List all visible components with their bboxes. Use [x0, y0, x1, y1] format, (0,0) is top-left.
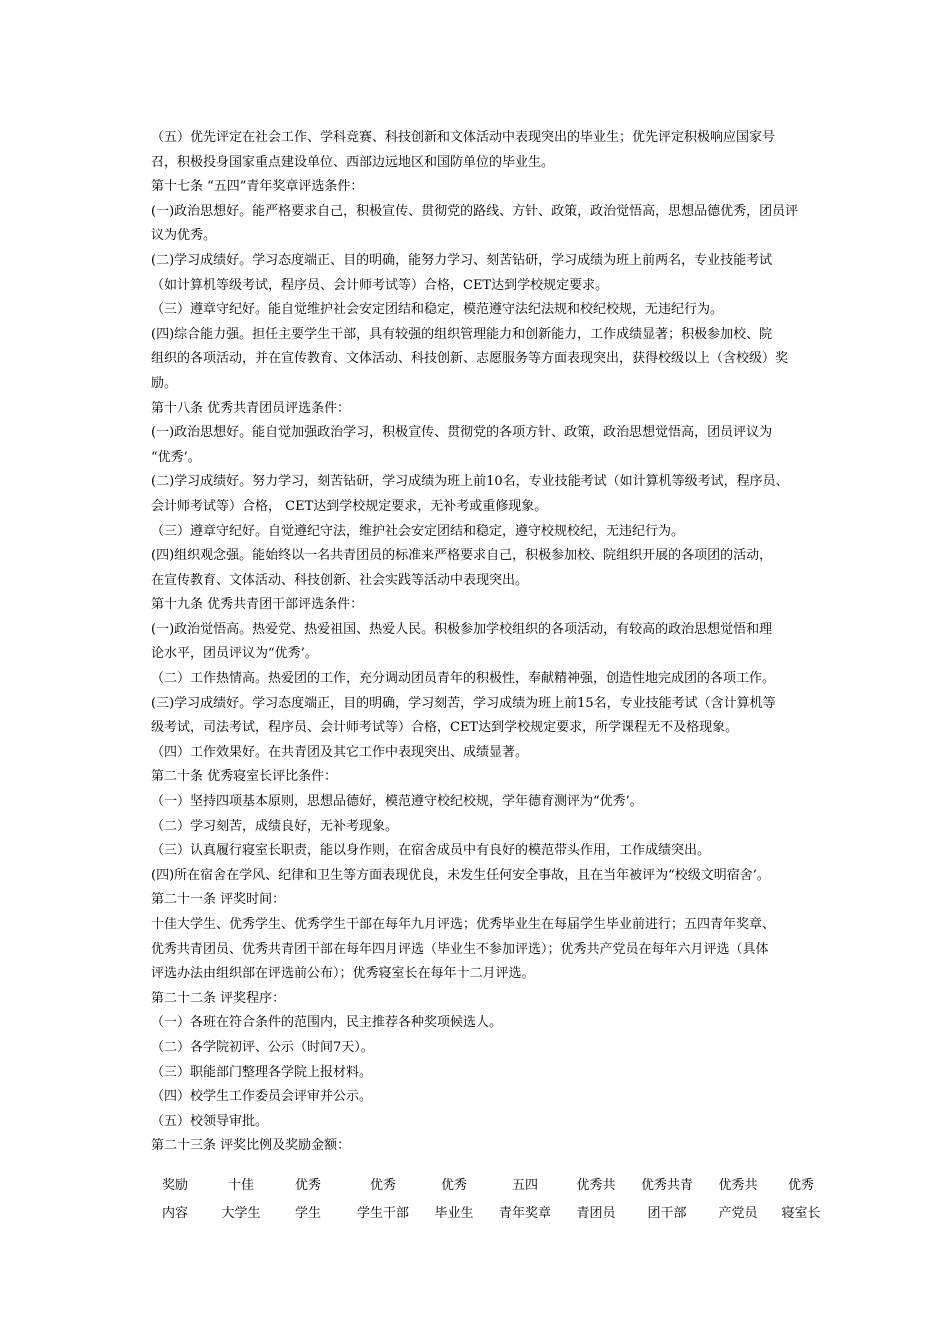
- text-line: (二)学习成绩好。努力学习，刻苦钻研，学习成绩为班上前10名，专业技能考试（如计算机等级考试，程序员、: [151, 474, 789, 490]
- text-line: （如计算机等级考试，程序员、会计师考试等）合格，CET达到学校规定要求。: [151, 277, 609, 293]
- table-header-cell: 学生干部: [356, 1206, 409, 1221]
- text-line: （一）各班在符合条件的范围内，民主推荐各种奖项候选人。: [151, 1015, 503, 1031]
- text-line: （三）认真履行寝室长职责，能以身作则，在宿舍成员中有良好的模范带头作用，工作成绩突出。: [151, 843, 711, 859]
- award-table-header: [151, 1170, 831, 1226]
- table-header-cell: 优秀: [787, 1178, 814, 1193]
- text-line: （二）学习刻苦，成绩良好，无补考现象。: [151, 818, 399, 834]
- text-line: 召，积极投身国家重点建设单位、西部边远地区和国防单位的毕业生。: [151, 154, 555, 170]
- table-header-cell: 产党员: [718, 1206, 758, 1221]
- text-line: 第十七条 “五四”青年奖章评选条件：: [151, 179, 364, 195]
- text-line: 第二十二条 评奖程序：: [151, 990, 286, 1006]
- text-line: 级考试，司法考试，程序员、会计师考试等）合格，CET达到学校规定要求，所学课程无不及格现象。: [151, 720, 739, 736]
- text-line: (二)学习成绩好。学习态度端正、目的明确，能努力学习、刻苦钻研，学习成绩为班上前两名，专业技能考试: [151, 252, 773, 268]
- text-line: 论水平，团员评议为“优秀’。: [151, 646, 318, 662]
- text-line: （二）各学院初评、公示（时间7天）。: [151, 1039, 374, 1055]
- table-header-cell: 学生: [294, 1206, 321, 1221]
- table-header-cell: 毕业生: [434, 1206, 474, 1221]
- text-line: (一)政治思想好。能自觉加强政治学习，积极宣传、贯彻党的各项方针、政策，政治思想觉悟高，团员评议为: [151, 425, 773, 441]
- text-line: （三）遵章守纪好。自觉遵纪守法，维护社会安定团结和稳定，遵守校规校纪，无违纪行为。: [151, 523, 685, 539]
- text-line: 优秀共青团员、优秀共青团干部在每年四月评选（毕业生不参加评选）；优秀共产党员在每年六月评选（具体: [151, 941, 769, 957]
- text-line: 第十八条 优秀共青团员评选条件：: [151, 400, 351, 416]
- text-line: （三）职能部门整理各学院上报材料。: [151, 1064, 373, 1080]
- table-header-row-1: [151, 1170, 831, 1198]
- table-header-cell: 五四: [511, 1178, 538, 1193]
- table-header-row-2: [151, 1198, 831, 1226]
- text-line: (四)组织观念强。能始终以一名共青团员的标准来严格要求自己，积极参加校、院组织开展的各项团的活动，: [151, 548, 773, 564]
- text-line: 第二十条 优秀寝室长评比条件：: [151, 769, 338, 785]
- table-header-cell: 十佳: [227, 1178, 254, 1193]
- text-line: （三）遵章守纪好。能自觉维护社会安定团结和稳定，模范遵守法纪法规和校纪校规，无违纪行为。: [151, 302, 724, 318]
- text-line: （四）工作效果好。在共青团及其它工作中表现突出、成绩显著。: [151, 744, 529, 760]
- text-line: （四）校学生工作委员会评审并公示。: [151, 1089, 373, 1105]
- text-line: “优秀’。: [151, 449, 201, 465]
- text-line: 励。: [151, 375, 178, 391]
- table-header-cell: 大学生: [221, 1206, 261, 1221]
- text-line: (四)综合能力强。担任主要学生干部，具有较强的组织管理能力和创新能力，工作成绩显著；积极参加校、院: [151, 326, 773, 342]
- text-line: 十佳大学生、优秀学生、优秀学生干部在每年九月评选；优秀毕业生在每届学生毕业前进行；五四青年奖章、: [151, 917, 776, 932]
- table-header-cell: 寝室长: [781, 1206, 821, 1221]
- text-line: 第十九条 优秀共青团干部评选条件：: [151, 597, 364, 613]
- table-header-cell: 青团员: [576, 1206, 616, 1221]
- text-line: 评选办法由组织部在评选前公布）；优秀寝室长在每年十二月评选。: [151, 966, 535, 982]
- text-line: （五）校领导审批。: [151, 1113, 269, 1129]
- text-line: 第二十三条 评奖比例及奖励金额：: [151, 1138, 351, 1154]
- table-header-cell: 优秀: [440, 1178, 467, 1193]
- text-line: (一)政治觉悟高。热爱党、热爱祖国、热爱人民。积极参加学校组织的各项活动，有较高的政治思想觉悟和理: [151, 621, 773, 637]
- table-header-cell: 优秀: [294, 1178, 321, 1193]
- text-line: 在宣传教育、文体活动、科技创新、社会实践等活动中表现突出。: [151, 572, 529, 588]
- text-line: 议为优秀。: [151, 228, 217, 244]
- text-line: (三)学习成绩好。学习态度端正，目的明确，学习刻苦，学习成绩为班上前15名，专业技能考试（含计算机等: [151, 695, 776, 711]
- text-line: 会计师考试等）合格， CET达到学校规定要求，无补考或重修现象。: [151, 498, 548, 514]
- text-line: 组织的各项活动，并在宣传教育、文体活动、科技创新、志愿服务等方面表现突出，获得校级以上（含校级）奖: [151, 351, 789, 367]
- table-header-cell: 优秀: [369, 1178, 396, 1193]
- table-header-cell: 青年奖章: [498, 1206, 551, 1221]
- text-line: (一)政治思想好。能严格要求自己，积极宣传、贯彻党的路线、方针、政策，政治觉悟高，思想品德优秀，团员评: [151, 203, 799, 219]
- table-header-cell: 团干部: [647, 1206, 687, 1221]
- text-line: （一）坚持四项基本原则，思想品德好，模范遵守校纪校规，学年德育测评为“优秀’。: [151, 794, 643, 810]
- table-header-cell: 优秀共青: [640, 1178, 693, 1193]
- text-line: 第二十一条 评奖时间：: [151, 892, 286, 908]
- text-line: （五）优先评定在社会工作、学科竞赛、科技创新和文体活动中表现突出的毕业生；优先评定积极响应国家号: [151, 130, 776, 145]
- text-line: (四)所在宿舍在学风、纪律和卫生等方面表现优良，未发生任何安全事故，且在当年被评为“校级文明宿舍’。: [151, 867, 770, 883]
- table-header-cell: 内容: [161, 1206, 188, 1221]
- table-header-cell: 优秀共: [576, 1178, 616, 1193]
- document-body: [151, 126, 831, 1159]
- table-header-cell: 奖励: [161, 1178, 188, 1193]
- table-header-cell: 优秀共: [718, 1178, 758, 1193]
- text-line: （二）工作热情高。热爱团的工作，充分调动团员青年的积极性，奉献精神强，创造性地完成团的各项工作。: [151, 671, 776, 687]
